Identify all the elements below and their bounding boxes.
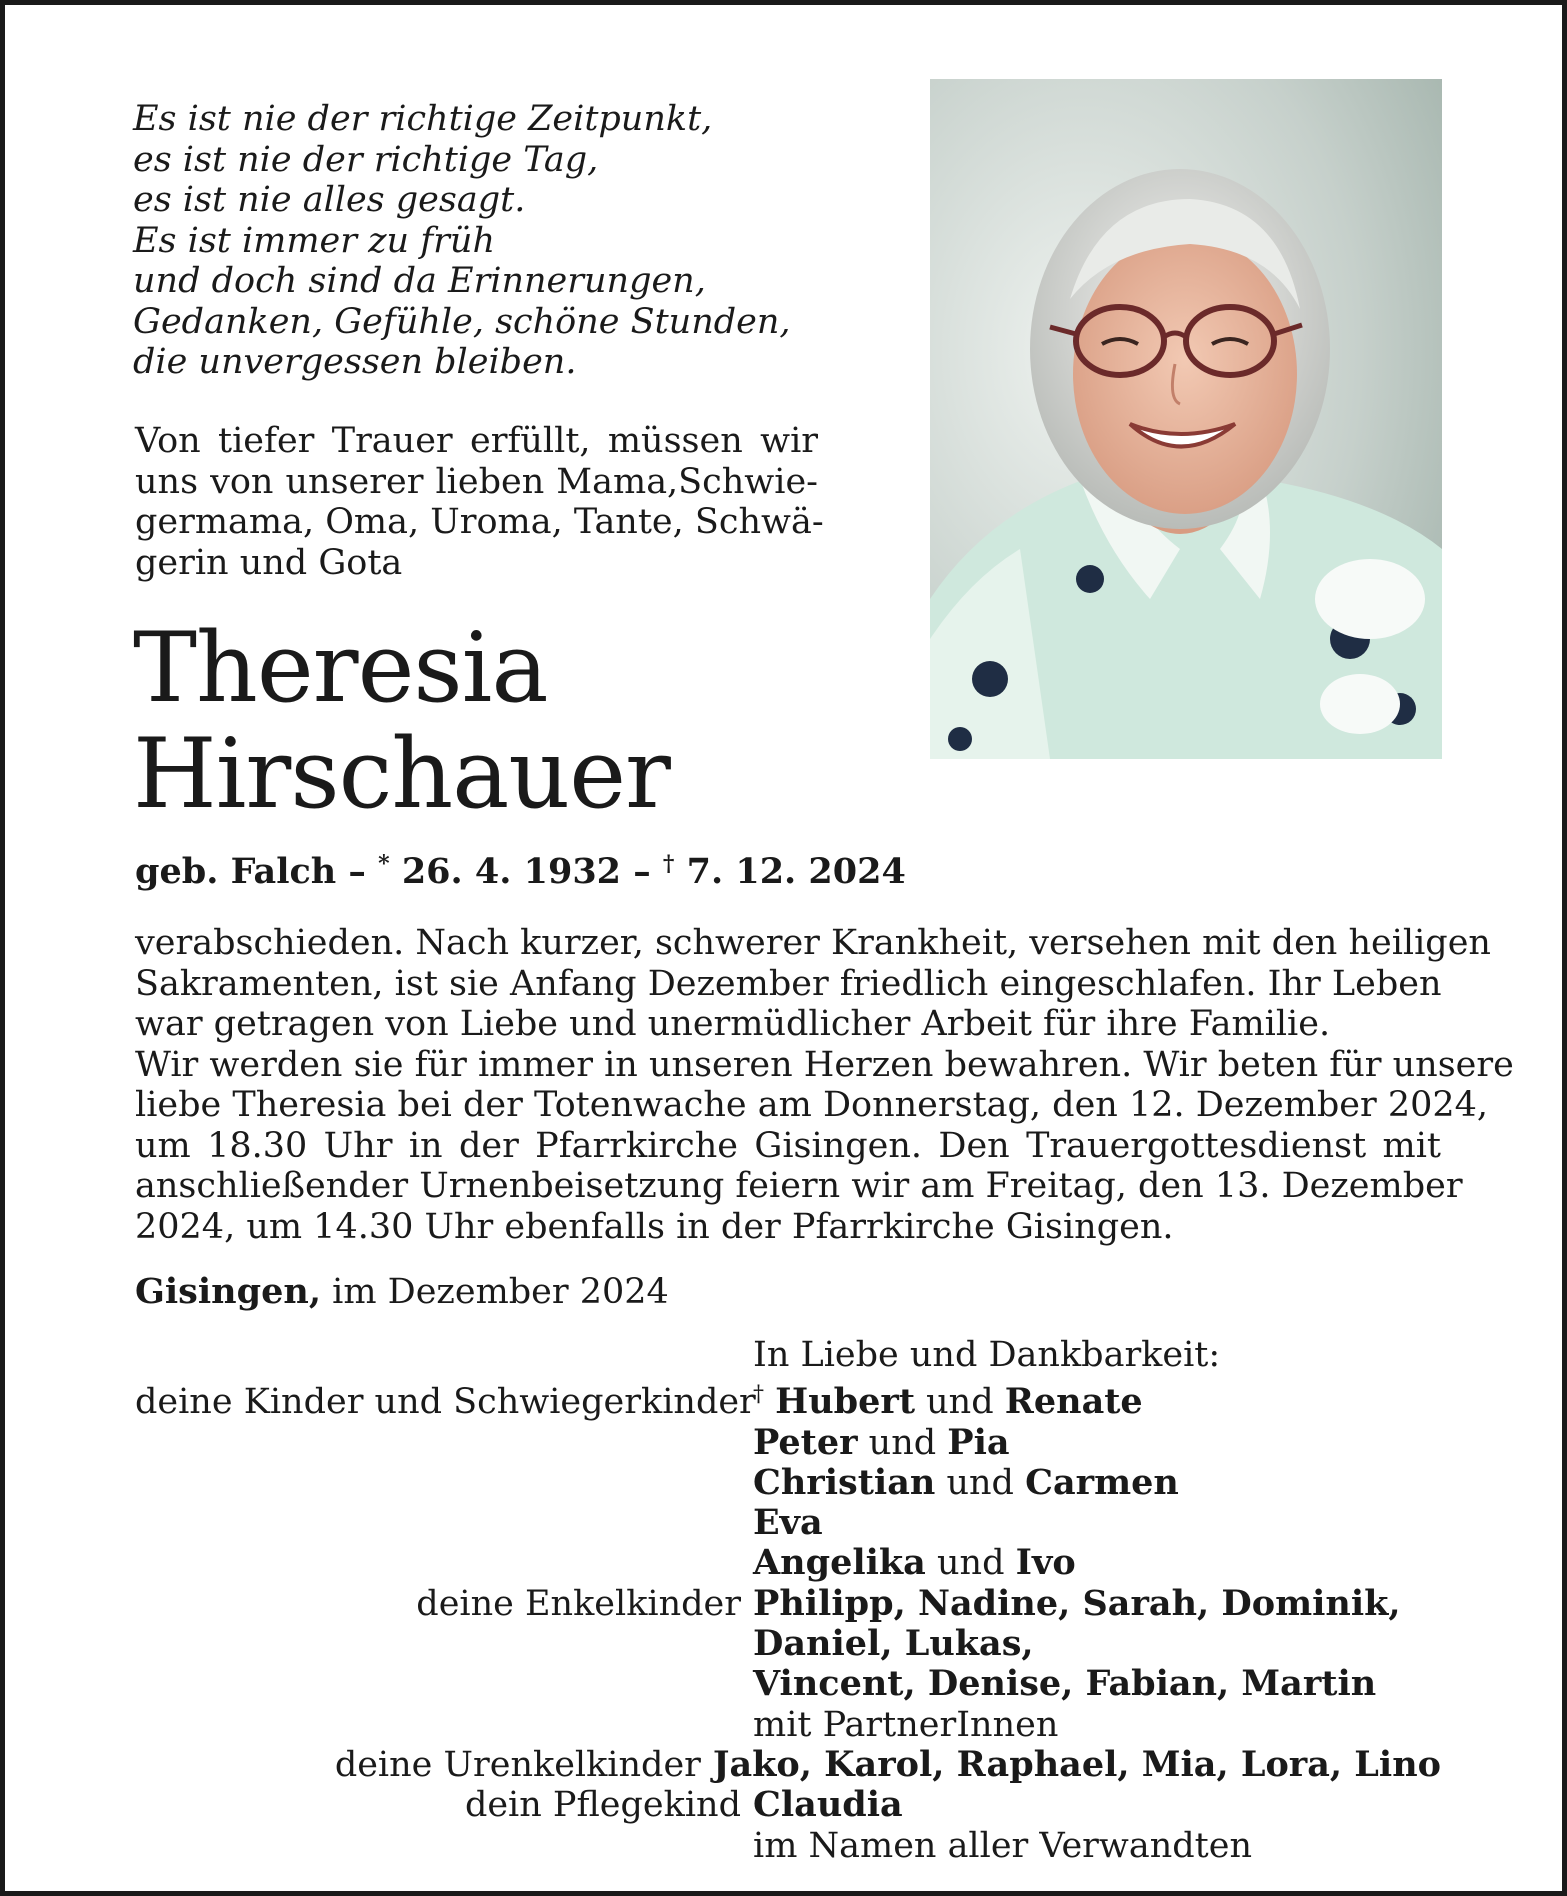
poem-line: Gedanken, Gefühle, schöne Stunden, — [133, 301, 791, 342]
foster-row: dein Pflegekind Claudia — [135, 1785, 1441, 1825]
grandchildren-row: Vincent, Denise, Fabian, Martin — [753, 1663, 1377, 1705]
children-row: deine Kinder und Schwiegerkinder † Hubert und Renate — [135, 1381, 1143, 1423]
poem-line: Es ist immer zu früh — [133, 220, 495, 261]
portrait-illustration — [930, 79, 1442, 759]
intro-line: uns von unserer lieben Mama,Schwie- — [135, 461, 818, 502]
body-line: war getragen von Liebe und unermüdlicher Arbeit für ihre Familie. — [135, 1004, 1331, 1044]
place-date: im Dezember 2024 — [321, 1272, 669, 1312]
dash: – — [621, 851, 663, 892]
foster-label: dein Pflegekind — [464, 1785, 741, 1826]
death-cross-icon: † — [662, 851, 675, 877]
main-paragraph — [135, 923, 1514, 1247]
grandchildren-row: deine Enkelkinder Philipp, Nadine, Sarah, Dominik, — [135, 1584, 1441, 1624]
poem-line: Es ist nie der richtige Zeitpunkt, — [133, 99, 713, 139]
body-line: um 18.30 Uhr in der Pfarrkirche Gisingen. Den Trauergottesdienst mit — [135, 1125, 1441, 1166]
intro-line: gerin und Gota — [135, 542, 403, 583]
memorial-poem — [133, 99, 791, 383]
body-line: verabschieden. Nach kurzer, schwerer Krankheit, versehen mit den heiligen — [135, 923, 1491, 963]
grandchildren-label: deine Enkelkinder — [416, 1583, 741, 1624]
birth-star-icon: * — [378, 851, 390, 877]
place-and-date — [135, 1271, 669, 1312]
family-heading-row — [135, 1335, 1441, 1375]
children-row: Angelika und Ivo — [753, 1542, 1076, 1584]
closing-row — [135, 1826, 1441, 1866]
portrait-photo — [930, 79, 1442, 759]
poem-line: die unvergessen bleiben. — [133, 342, 577, 382]
poem-line: es ist nie alles gesagt. — [133, 180, 526, 220]
grandchildren-row: Daniel, Lukas, — [753, 1623, 1034, 1665]
place-name: Gisingen, — [135, 1271, 322, 1312]
body-line: liebe Theresia bei der Totenwache am Donnerstag, den 12. Dezember 2024, — [135, 1085, 1489, 1125]
first-name: Theresia — [133, 612, 548, 724]
partners-note: mit PartnerInnen — [753, 1704, 1059, 1745]
great-grandchildren-label: deine Urenkelkinder — [334, 1744, 701, 1785]
intro-paragraph — [135, 421, 824, 583]
body-line: Sakramenten, ist sie Anfang Dezember friedlich eingeschlafen. Ihr Leben — [135, 963, 1442, 1004]
great-grandchildren-row: deine Urenkelkinder Jako, Karol, Raphael, Mia, Lora, Lino — [135, 1745, 1441, 1785]
body-line: Wir werden sie für immer in unseren Herzen bewahren. Wir beten für unsere — [135, 1044, 1514, 1085]
partners-row — [135, 1705, 1441, 1745]
death-date: 7. 12. 2024 — [674, 851, 906, 892]
body-line: 2024, um 14.30 Uhr ebenfalls in der Pfarrkirche Gisingen. — [135, 1206, 1174, 1247]
children-row: Eva — [753, 1502, 823, 1544]
children-row: Christian und Carmen — [753, 1461, 1179, 1503]
deceased-name — [133, 612, 670, 830]
body-line: anschließender Urnenbeisetzung feiern wir am Freitag, den 13. Dezember — [135, 1166, 1463, 1206]
children-label: deine Kinder und Schwiegerkinder — [135, 1382, 756, 1423]
family-list — [135, 1335, 1441, 1866]
intro-line: germama, Oma, Uroma, Tante, Schwä- — [135, 502, 824, 542]
intro-line: Von tiefer Trauer erfüllt, müssen wir — [135, 421, 818, 461]
children-row: Peter und Pia — [753, 1421, 1010, 1463]
birth-date: 26. 4. 1932 — [389, 851, 622, 892]
poem-line: es ist nie der richtige Tag, — [133, 139, 599, 180]
cross-icon: † — [753, 1382, 764, 1408]
life-dates — [135, 851, 906, 892]
family-heading: In Liebe und Dankbarkeit: — [753, 1335, 1221, 1375]
maiden-name: geb. Falch — [135, 851, 337, 892]
dash: – — [336, 851, 379, 892]
closing-line: im Namen aller Verwandten — [753, 1825, 1252, 1866]
last-name: Hirschauer — [133, 718, 670, 830]
poem-line: und doch sind da Erinnerungen, — [133, 261, 706, 301]
